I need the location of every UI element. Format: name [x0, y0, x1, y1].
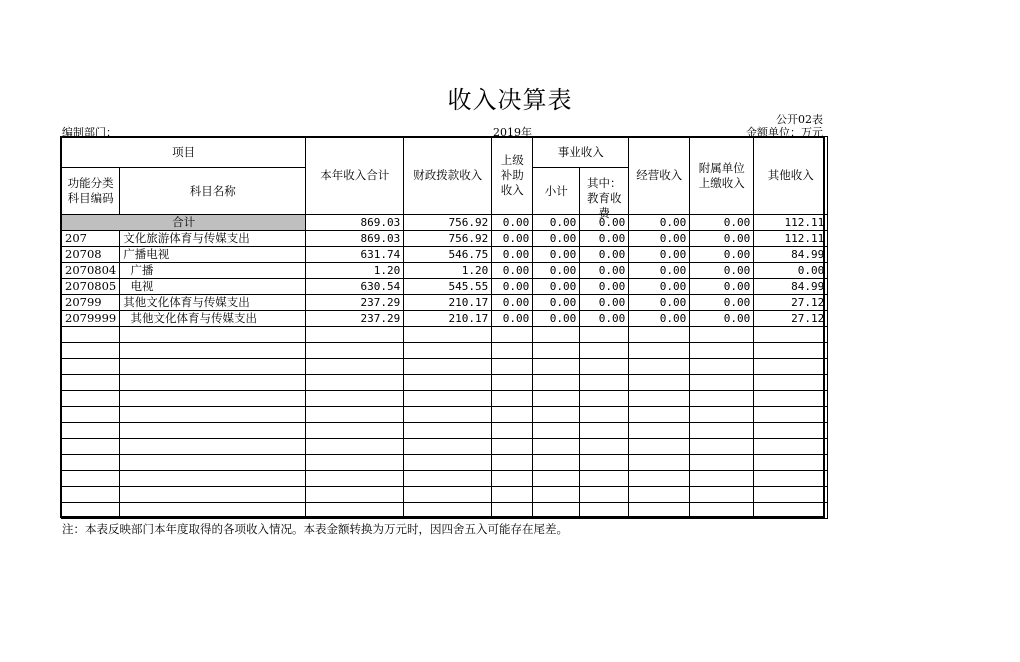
total-value: 112.11 [754, 215, 828, 231]
row-value: 237.29 [306, 311, 404, 327]
empty-cell [120, 407, 306, 423]
row-value: 0.00 [492, 247, 533, 263]
row-name: 其他文化体育与传媒支出 [120, 311, 306, 327]
empty-cell [306, 423, 404, 439]
footnote: 注：本表反映部门本年度取得的各项收入情况。本表金额转换为万元时，因四舍五入可能存在尾差。 [62, 522, 568, 536]
empty-cell [492, 487, 533, 503]
empty-cell [690, 375, 754, 391]
empty-cell [690, 487, 754, 503]
empty-cell [404, 327, 492, 343]
row-value: 0.00 [492, 311, 533, 327]
empty-cell [754, 455, 828, 471]
empty-cell [533, 343, 580, 359]
empty-cell [754, 407, 828, 423]
row-name: 广播 [120, 263, 306, 279]
empty-cell [754, 359, 828, 375]
empty-cell [754, 439, 828, 455]
empty-cell [306, 343, 404, 359]
row-value: 0.00 [690, 311, 754, 327]
empty-cell [306, 327, 404, 343]
table-row [62, 295, 828, 311]
row-value: 0.00 [492, 295, 533, 311]
empty-cell [306, 487, 404, 503]
empty-cell [629, 503, 690, 519]
row-value: 0.00 [533, 263, 580, 279]
empty-cell [533, 439, 580, 455]
empty-cell [629, 487, 690, 503]
header-fiscal: 财政拨款收入 [404, 137, 492, 215]
empty-cell [404, 343, 492, 359]
empty-cell [690, 423, 754, 439]
header-item: 项目 [62, 137, 306, 168]
empty-cell [404, 471, 492, 487]
row-value: 0.00 [690, 279, 754, 295]
empty-cell [492, 503, 533, 519]
dept-label: 编制部门： [62, 126, 117, 139]
row-value: 0.00 [690, 295, 754, 311]
empty-cell [690, 343, 754, 359]
row-value: 0.00 [629, 311, 690, 327]
empty-cell [754, 487, 828, 503]
header-total-income: 本年收入合计 [306, 137, 404, 215]
empty-cell [629, 423, 690, 439]
empty-cell [580, 375, 629, 391]
row-value: 0.00 [629, 279, 690, 295]
empty-cell [62, 487, 120, 503]
year-label: 2019年 [493, 126, 532, 139]
form-number: 公开02表 [776, 113, 823, 126]
table-row [62, 311, 828, 327]
empty-cell [306, 503, 404, 519]
empty-cell [120, 423, 306, 439]
table-row [62, 231, 828, 247]
empty-cell [580, 359, 629, 375]
empty-cell [492, 391, 533, 407]
empty-cell [580, 407, 629, 423]
empty-cell [533, 455, 580, 471]
row-code: 2070805 [62, 279, 120, 295]
total-value: 0.00 [690, 215, 754, 231]
empty-cell [754, 375, 828, 391]
row-value: 0.00 [690, 231, 754, 247]
row-name: 广播电视 [120, 247, 306, 263]
row-value: 0.00 [533, 295, 580, 311]
row-value: 0.00 [629, 231, 690, 247]
table-row [62, 263, 828, 279]
empty-cell [120, 375, 306, 391]
empty-row [62, 343, 828, 359]
empty-cell [492, 455, 533, 471]
empty-cell [533, 375, 580, 391]
empty-cell [754, 391, 828, 407]
row-value: 0.00 [533, 279, 580, 295]
empty-cell [580, 327, 629, 343]
empty-cell [404, 503, 492, 519]
empty-cell [62, 455, 120, 471]
empty-cell [629, 455, 690, 471]
header-subtotal: 小计 [533, 168, 580, 215]
row-value: 210.17 [404, 295, 492, 311]
empty-cell [62, 327, 120, 343]
row-value: 84.99 [754, 279, 828, 295]
empty-cell [533, 359, 580, 375]
empty-cell [120, 439, 306, 455]
empty-cell [629, 471, 690, 487]
empty-cell [533, 423, 580, 439]
empty-row [62, 487, 828, 503]
empty-cell [533, 471, 580, 487]
empty-cell [120, 503, 306, 519]
row-value: 0.00 [492, 279, 533, 295]
empty-cell [533, 327, 580, 343]
empty-cell [754, 423, 828, 439]
empty-row [62, 375, 828, 391]
empty-cell [120, 455, 306, 471]
header-edu-fee-text: 其中：教育收费 [586, 176, 622, 220]
row-value: 27.12 [754, 295, 828, 311]
row-value: 0.00 [580, 295, 629, 311]
empty-cell [62, 407, 120, 423]
empty-cell [580, 343, 629, 359]
row-value: 546.75 [404, 247, 492, 263]
header-affiliated: 附属单位上缴收入 [690, 137, 754, 215]
empty-row [62, 439, 828, 455]
row-name: 其他文化体育与传媒支出 [120, 295, 306, 311]
empty-cell [62, 391, 120, 407]
empty-row [62, 407, 828, 423]
page-title: 收入决算表 [447, 86, 573, 114]
header-other: 其他收入 [754, 137, 828, 215]
empty-cell [492, 407, 533, 423]
empty-cell [306, 439, 404, 455]
empty-cell [690, 471, 754, 487]
empty-cell [62, 423, 120, 439]
empty-cell [580, 503, 629, 519]
empty-cell [690, 455, 754, 471]
row-value: 630.54 [306, 279, 404, 295]
row-value: 0.00 [533, 231, 580, 247]
row-value: 0.00 [580, 247, 629, 263]
empty-cell [629, 375, 690, 391]
empty-cell [404, 407, 492, 423]
empty-cell [62, 503, 120, 519]
table-row [62, 247, 828, 263]
empty-cell [62, 439, 120, 455]
empty-cell [580, 439, 629, 455]
empty-cell [754, 503, 828, 519]
empty-cell [629, 391, 690, 407]
row-code: 2079999 [62, 311, 120, 327]
row-name: 电视 [120, 279, 306, 295]
empty-cell [120, 359, 306, 375]
total-value: 869.03 [306, 215, 404, 231]
empty-cell [404, 375, 492, 391]
row-value: 1.20 [404, 263, 492, 279]
empty-cell [492, 327, 533, 343]
header-subject-name: 科目名称 [120, 168, 306, 215]
row-value: 0.00 [580, 311, 629, 327]
empty-cell [690, 327, 754, 343]
empty-row [62, 423, 828, 439]
empty-cell [629, 359, 690, 375]
row-value: 0.00 [533, 311, 580, 327]
row-code: 20799 [62, 295, 120, 311]
row-value: 0.00 [629, 263, 690, 279]
empty-cell [629, 439, 690, 455]
empty-cell [404, 439, 492, 455]
total-label: 合计 [62, 215, 306, 231]
row-value: 237.29 [306, 295, 404, 311]
empty-cell [120, 327, 306, 343]
empty-cell [404, 487, 492, 503]
row-value: 0.00 [754, 263, 828, 279]
total-row [62, 215, 828, 231]
empty-cell [580, 487, 629, 503]
row-value: 1.20 [306, 263, 404, 279]
empty-cell [690, 439, 754, 455]
header-upper-subsidy: 上级补助收入 [492, 137, 533, 215]
empty-cell [306, 391, 404, 407]
row-value: 0.00 [690, 263, 754, 279]
empty-cell [580, 423, 629, 439]
total-value: 0.00 [580, 215, 629, 231]
row-value: 756.92 [404, 231, 492, 247]
row-code: 20708 [62, 247, 120, 263]
header-edu-fee [580, 168, 629, 220]
header-operating: 经营收入 [629, 137, 690, 215]
empty-cell [492, 343, 533, 359]
total-value: 0.00 [533, 215, 580, 231]
empty-cell [404, 455, 492, 471]
empty-cell [62, 375, 120, 391]
header-func-code: 功能分类科目编码 [62, 168, 120, 215]
empty-cell [306, 407, 404, 423]
empty-cell [533, 391, 580, 407]
empty-cell [120, 391, 306, 407]
row-value: 0.00 [492, 231, 533, 247]
empty-cell [492, 423, 533, 439]
empty-cell [404, 423, 492, 439]
row-value: 210.17 [404, 311, 492, 327]
empty-cell [404, 391, 492, 407]
empty-cell [62, 471, 120, 487]
empty-row [62, 455, 828, 471]
empty-cell [754, 471, 828, 487]
empty-cell [580, 471, 629, 487]
empty-cell [629, 327, 690, 343]
empty-cell [492, 471, 533, 487]
total-value: 0.00 [629, 215, 690, 231]
empty-cell [62, 359, 120, 375]
empty-row [62, 359, 828, 375]
empty-cell [629, 407, 690, 423]
empty-cell [306, 471, 404, 487]
empty-cell [492, 439, 533, 455]
row-value: 0.00 [533, 247, 580, 263]
empty-cell [306, 455, 404, 471]
total-value: 756.92 [404, 215, 492, 231]
row-value: 545.55 [404, 279, 492, 295]
header-business: 事业收入 [533, 137, 629, 168]
empty-row [62, 391, 828, 407]
empty-cell [690, 503, 754, 519]
empty-cell [754, 327, 828, 343]
row-value: 869.03 [306, 231, 404, 247]
row-value: 0.00 [580, 263, 629, 279]
empty-cell [120, 343, 306, 359]
empty-row [62, 503, 828, 519]
empty-cell [492, 375, 533, 391]
total-value: 0.00 [492, 215, 533, 231]
row-code: 207 [62, 231, 120, 247]
empty-cell [690, 407, 754, 423]
empty-cell [533, 487, 580, 503]
row-value: 0.00 [629, 295, 690, 311]
row-value: 0.00 [629, 247, 690, 263]
empty-cell [120, 471, 306, 487]
row-value: 112.11 [754, 231, 828, 247]
row-name: 文化旅游体育与传媒支出 [120, 231, 306, 247]
row-value: 0.00 [580, 279, 629, 295]
income-table [61, 136, 828, 519]
empty-cell [629, 343, 690, 359]
row-value: 631.74 [306, 247, 404, 263]
empty-row [62, 327, 828, 343]
empty-cell [754, 343, 828, 359]
row-value: 27.12 [754, 311, 828, 327]
empty-cell [533, 407, 580, 423]
empty-cell [690, 391, 754, 407]
empty-cell [62, 343, 120, 359]
empty-cell [306, 375, 404, 391]
empty-cell [690, 359, 754, 375]
row-value: 0.00 [580, 231, 629, 247]
row-code: 2070804 [62, 263, 120, 279]
empty-cell [404, 359, 492, 375]
row-value: 0.00 [690, 247, 754, 263]
empty-cell [533, 503, 580, 519]
empty-cell [492, 359, 533, 375]
empty-cell [580, 455, 629, 471]
row-value: 84.99 [754, 247, 828, 263]
empty-cell [306, 359, 404, 375]
empty-cell [120, 487, 306, 503]
empty-cell [580, 391, 629, 407]
table-row [62, 279, 828, 295]
row-value: 0.00 [492, 263, 533, 279]
unit-label: 金额单位：万元 [746, 126, 823, 139]
empty-row [62, 471, 828, 487]
